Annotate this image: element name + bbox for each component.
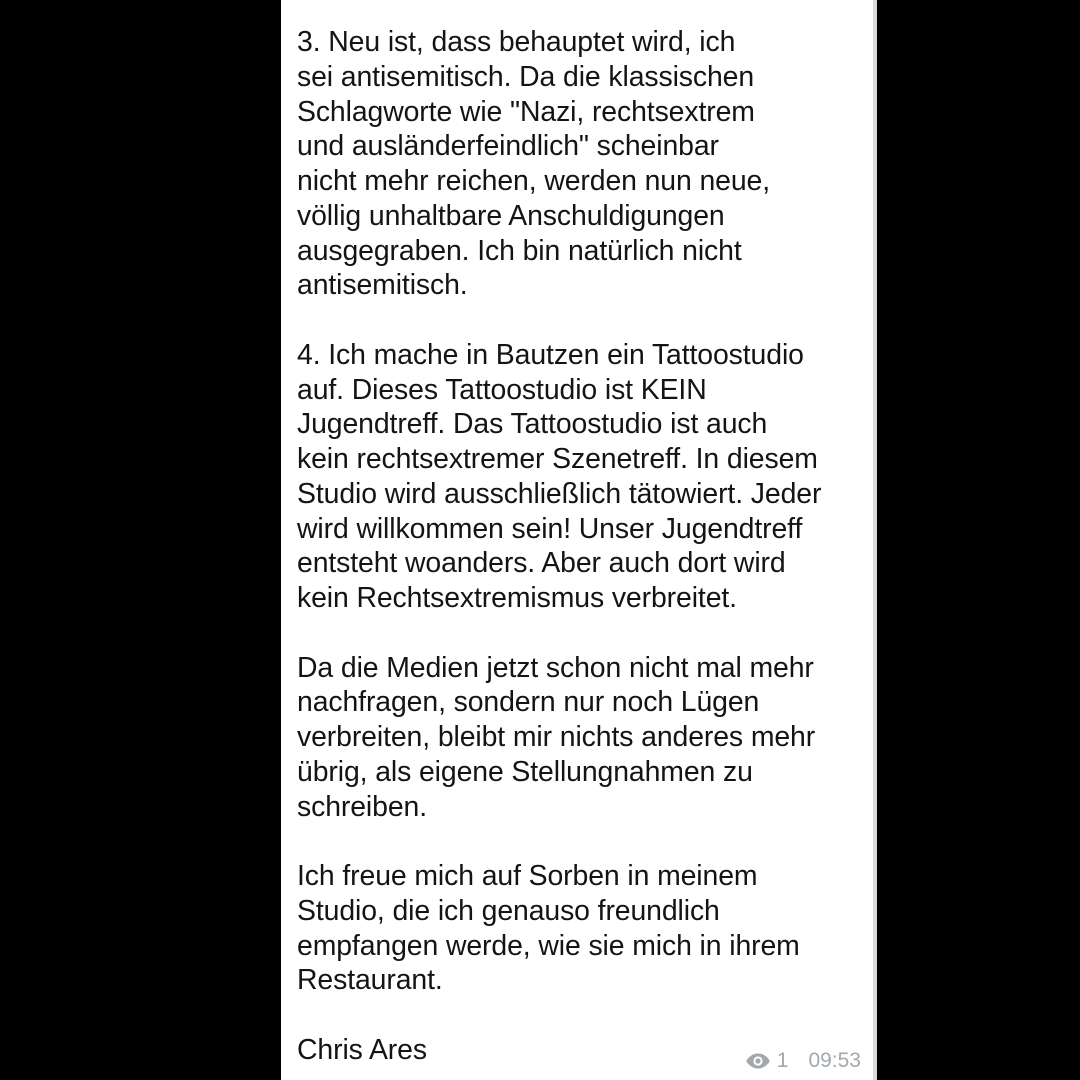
message-line: Jugendtreff. Das Tattoostudio ist auch	[297, 408, 768, 441]
eye-icon	[745, 1052, 771, 1070]
message-line: Schlagworte wie "Nazi, rechtsextrem	[297, 95, 755, 128]
message-line: Studio wird ausschließlich tätowiert. Jeder	[297, 477, 822, 510]
message-line: nicht mehr reichen, werden nun neue,	[297, 165, 771, 197]
message-line: Restaurant.	[297, 964, 443, 997]
message-line: kein Rechtsextremismus verbreitet.	[297, 582, 737, 614]
message-meta	[745, 1049, 861, 1073]
message-line: 3. Neu ist, dass behauptet wird, ich	[297, 26, 736, 58]
message-line: Da die Medien jetzt schon nicht mal mehr	[297, 651, 814, 684]
message-line: Studio, die ich genauso freundlich	[297, 894, 720, 927]
bubble-edge-divider	[873, 0, 877, 1080]
message-line: verbreiten, bleibt mir nichts anderes mehr	[297, 721, 816, 753]
message-line: ausgegraben. Ich bin natürlich nicht	[297, 234, 742, 267]
message-line: empfangen werde, wie sie mich in ihrem	[297, 929, 800, 962]
message-line: wird willkommen sein! Unser Jugendtreff	[297, 512, 803, 545]
message-paragraph	[297, 25, 872, 303]
message-line: kein rechtsextremer Szenetreff. In diesem	[297, 443, 818, 475]
message-line: 4. Ich mache in Bautzen ein Tattoostudio	[297, 338, 804, 371]
message-text	[297, 25, 872, 1068]
message-line: antisemitisch.	[297, 269, 468, 302]
message-paragraph	[297, 651, 872, 825]
message-line: völlig unhaltbare Anschuldigungen	[297, 199, 725, 232]
message-line: sei antisemitisch. Da die klassischen	[297, 60, 755, 93]
views-count: 1	[776, 1049, 789, 1072]
message-paragraph	[297, 859, 872, 998]
message-line: auf. Dieses Tattoostudio ist KEIN	[297, 373, 707, 406]
message-line: und ausländerfeindlich" scheinbar	[297, 130, 719, 163]
message-bubble	[281, 0, 876, 1080]
message-line: schreiben.	[297, 790, 427, 823]
message-line: Ich freue mich auf Sorben in meinem	[297, 860, 758, 892]
signature-line: Chris Ares	[297, 1033, 427, 1066]
message-line: übrig, als eigene Stellungnahmen zu	[297, 755, 753, 788]
message-paragraph	[297, 338, 872, 616]
message-line: entsteht woanders. Aber auch dort wird	[297, 547, 786, 580]
message-timestamp: 09:53	[808, 1049, 861, 1072]
message-line: nachfragen, sondern nur noch Lügen	[297, 686, 760, 719]
